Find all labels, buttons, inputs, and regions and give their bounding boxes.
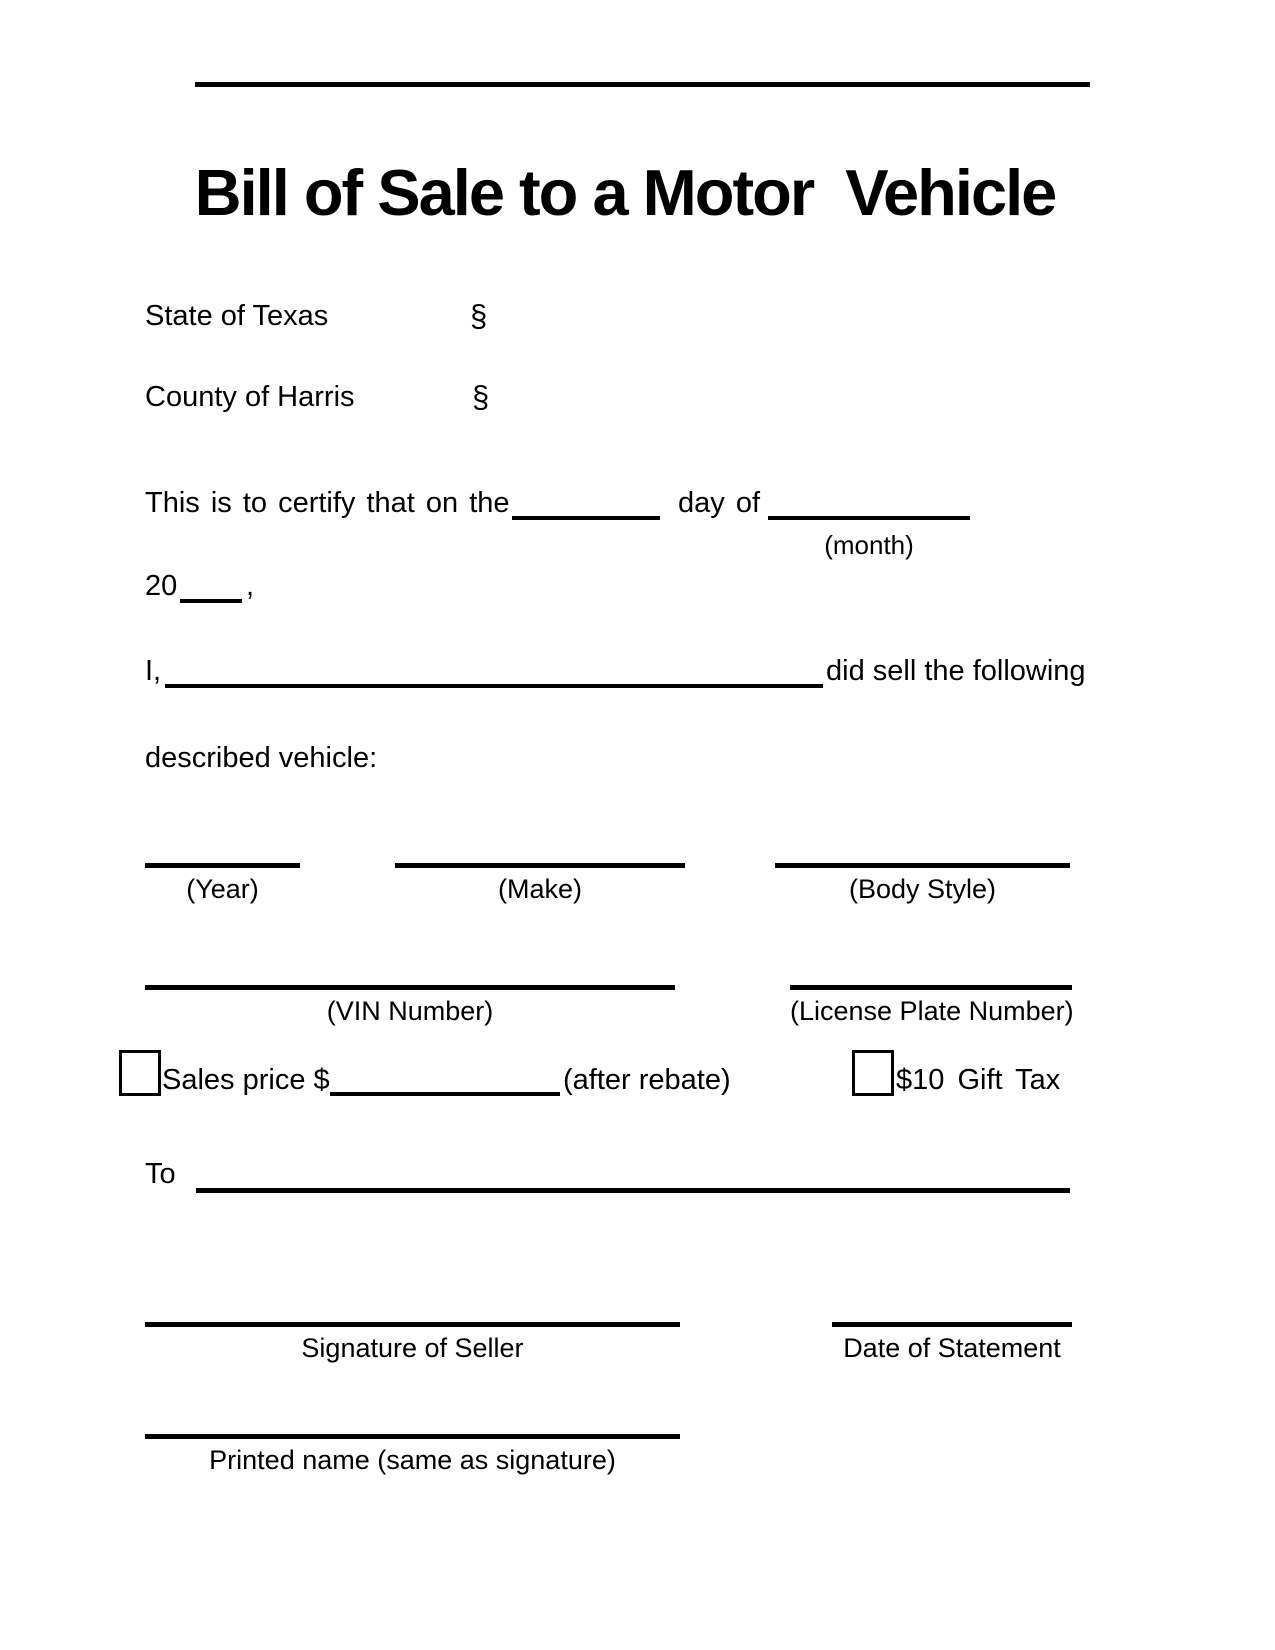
printed-name-field-line[interactable] bbox=[145, 1434, 680, 1439]
vin-field-line[interactable] bbox=[145, 985, 675, 990]
state-section-mark: § bbox=[470, 298, 488, 333]
seller-signature-field-line[interactable] bbox=[145, 1322, 680, 1327]
body-style-caption: (Body Style) bbox=[848, 874, 997, 904]
day-field-line[interactable] bbox=[512, 516, 660, 520]
year-caption: (Year) bbox=[186, 874, 259, 904]
year-comma-text: , bbox=[246, 570, 255, 602]
state-label: State of Texas bbox=[145, 300, 329, 332]
make-caption: (Make) bbox=[497, 874, 582, 904]
page-title: Bill of Sale to a Motor Vehicle bbox=[194, 156, 1056, 229]
printed-name-caption: Printed name (same as signature) bbox=[209, 1445, 616, 1475]
date-field-line[interactable] bbox=[832, 1322, 1072, 1327]
after-rebate-label: (after rebate) bbox=[563, 1064, 731, 1096]
sales-price-field-line[interactable] bbox=[330, 1092, 560, 1096]
buyer-name-field-line[interactable] bbox=[196, 1188, 1070, 1193]
certify-lead-text: This is to certify that on the bbox=[145, 487, 510, 519]
county-section-mark: § bbox=[472, 379, 490, 414]
sales-price-checkbox[interactable] bbox=[119, 1050, 161, 1096]
vehicle-make-field-line[interactable] bbox=[395, 863, 685, 868]
sales-price-label: Sales price $ bbox=[162, 1064, 330, 1096]
top-horizontal-rule bbox=[195, 82, 1090, 87]
month-caption: (month) bbox=[824, 530, 914, 560]
seller-i-prefix-text: I, bbox=[145, 655, 162, 687]
vin-caption: (VIN Number) bbox=[326, 996, 494, 1026]
did-sell-text: did sell the following bbox=[826, 655, 1086, 687]
month-field-line[interactable] bbox=[768, 516, 970, 520]
day-of-text: day of bbox=[678, 487, 760, 519]
vehicle-body-style-field-line[interactable] bbox=[775, 863, 1070, 868]
license-plate-caption: (License Plate Number) bbox=[790, 996, 1074, 1026]
vehicle-year-field-line[interactable] bbox=[145, 863, 300, 868]
gift-tax-label: $10 Gift Tax bbox=[896, 1064, 1061, 1096]
county-label: County of Harris bbox=[145, 381, 355, 413]
signature-of-seller-caption: Signature of Seller bbox=[301, 1333, 524, 1363]
license-plate-field-line[interactable] bbox=[790, 985, 1072, 990]
seller-name-field-line[interactable] bbox=[165, 684, 823, 688]
to-label: To bbox=[145, 1158, 176, 1190]
year-field-line[interactable] bbox=[180, 599, 242, 603]
date-of-statement-caption: Date of Statement bbox=[843, 1333, 1061, 1363]
described-vehicle-text: described vehicle: bbox=[145, 742, 378, 774]
gift-tax-checkbox[interactable] bbox=[852, 1050, 894, 1096]
year-prefix-text: 20 bbox=[145, 570, 178, 602]
